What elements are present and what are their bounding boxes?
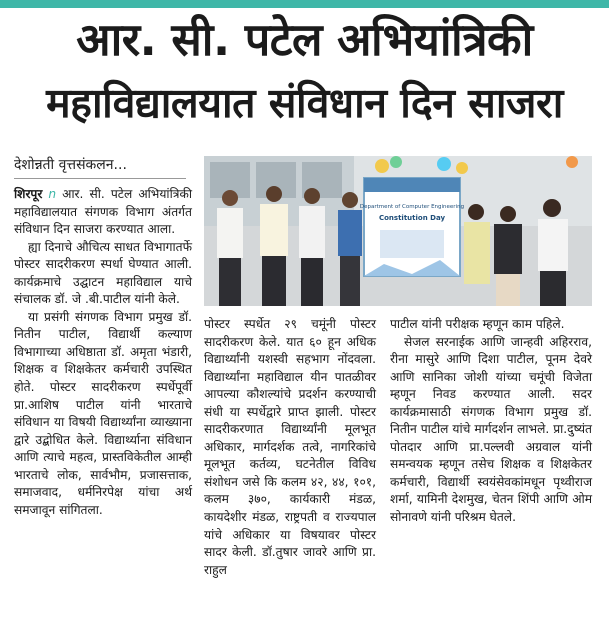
- dateline: शिरपूर: [14, 187, 43, 201]
- article-paragraph: पोस्टर स्पर्धेत २९ चमूंनी पोस्टर सादरीकरण केले. यात ६० हून अधिक विद्यार्थ्यांनी यशस्वी सहभाग नोंदवला. विद्यार्थ्यांना महाविद्याल यीन पातळीवर आपल्या कौशल्यांचे प्रदर्शन करण्याची संधी या स्पर्धेद्वारे प्राप्त झाली. पोस्टर सादरीकरणात विद्यार्थ्यांनी मूलभूत अधिकार, मार्गदर्शक तत्वे, नागरिकांचे मूलभूत कर्तव्य, घटनेतील विविध संशोधन जसे कि कलम ४२, ४४, १०१, कलम ३७०, कार्यकारी मंडळ, कायदेशीर मंडळ, राष्ट्रपती व राज्यपाल यांचे अधिकार या विषयावर पोस्टर सादर केली. डॉ.तुषार जावरे आणि प्रा. राहुल: [204, 317, 376, 577]
- article-paragraph: [14, 186, 192, 239]
- top-accent-rule: [0, 0, 609, 8]
- news-photo: [204, 156, 592, 306]
- article-paragraph: पाटील यांनी परीक्षक म्हणून काम पहिले.: [390, 317, 565, 331]
- paragraph-text: आर. सी. पटेल अभियांत्रिकी महाविद्यालयात संगणक विभाग अंतर्गत संविधान दिन साजरा करण्यात आला.: [14, 187, 192, 237]
- article-column-1: [14, 186, 192, 519]
- article-paragraph: सेजल सरनाईक आणि जान्हवी अहिरराव, रीना मासुरे आणि दिशा पाटील, पूनम देवरे आणि सानिका जोशी यांच्या चमूंची विजेता म्हणून निवड करण्यात आली. सदर कार्यक्रमासाठी संगणक विभाग प्रमुख डॉ. नितीन पाटील यांचे मार्गदर्शन लाभले. प्रा.दुष्यंत पोतदार आणि प्रा.पल्लवी अग्रवाल यांनी समन्वयक म्हणून तसेच शिक्षक व शिक्षकेतर कर्मचारी, विद्यार्थी स्वयंसेवकांमधून पृथ्वीराज शर्मा, यामिनी देशमुख, चेतन शिंपी आणि ओम सोनावणे यांनी परिश्रम घेतले.: [390, 334, 592, 525]
- person-figure: [260, 186, 288, 306]
- article-column-3: [390, 316, 592, 527]
- headline-line-2: महाविद्यालयात संविधान दिन साजरा: [46, 79, 563, 127]
- article-paragraph: या प्रसंगी संगणक विभाग प्रमुख डॉ. नितीन पाटील, विद्यार्थी कल्याण विभागाच्या अधिष्ठाता डॉ. अमृता भंडारी, शिक्षक व शिक्षकेतर कर्मचारी उपस्थित होते. पोस्टर सादरीकरण स्पर्धेपूर्वी प्रा.आशिष पाटील यांनी भारताचे संविधान या विषयी विद्यार्थ्यांना व्याख्याना द्वारे उद्बोधित केले. विद्यार्थ्याना संविधान आणि त्याचे महत्व, प्रास्तविकेतील आम्ही भारताचे लोक, सार्वभौम, प्रजासत्ताक, समाजवाद, धर्मनिरपेक्ष यांचा अर्थ समजावून सांगितला.: [14, 309, 192, 517]
- banner-text-1: Department of Computer Engineering: [359, 204, 465, 210]
- headline-line-1: आर. सी. पटेल अभियांत्रिकी: [76, 13, 533, 66]
- banner-text-2: Constitution Day: [378, 214, 446, 222]
- dateline-bullet: n: [48, 187, 57, 201]
- byline-divider: [14, 178, 186, 179]
- article-paragraph: ह्या दिनाचे औचित्य साधत विभागातर्फे पोस्टर सादरीकरण स्पर्धा घेण्यात आली. कार्यक्रमाचे उद्घाटन महाविद्याल याचे संचालक डॉ. जे .बी.पाटील यांनी केले.: [14, 239, 192, 307]
- article-column-2: [204, 316, 376, 579]
- byline: देशोन्नती वृत्तसंकलन...: [14, 157, 127, 173]
